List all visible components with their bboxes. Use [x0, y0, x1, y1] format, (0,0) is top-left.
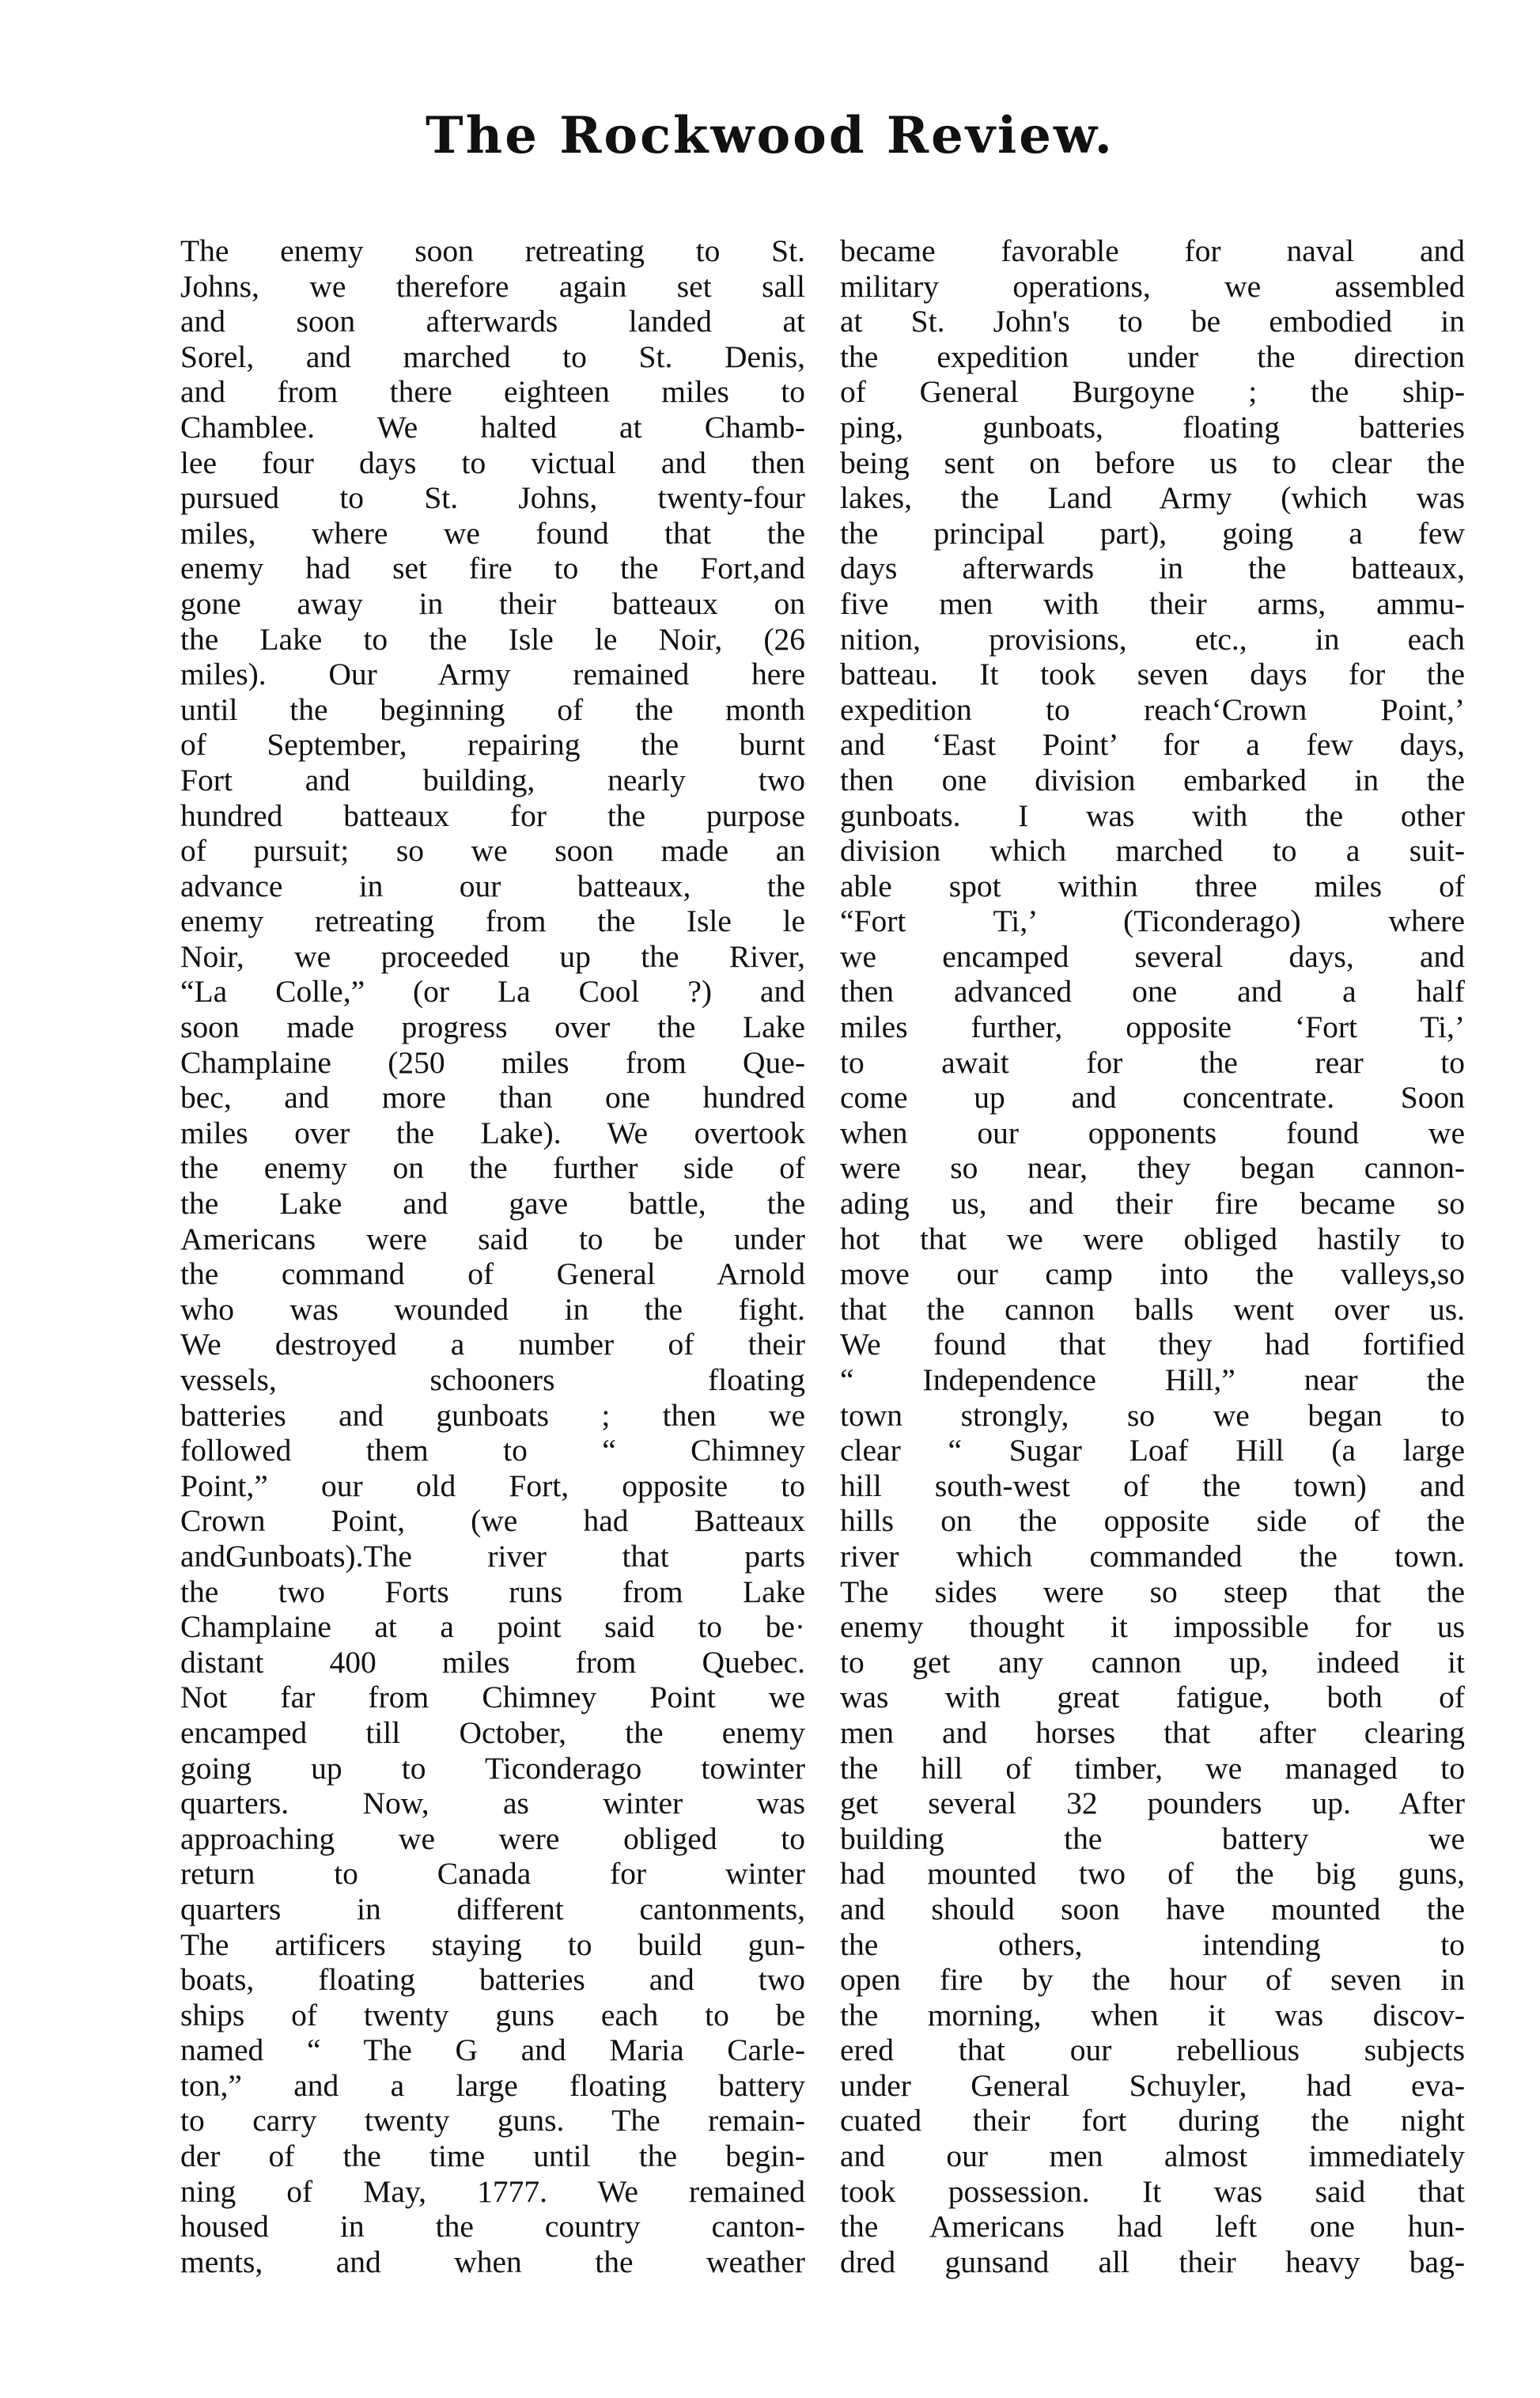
text-line: get several 32 pounders up. After: [840, 1786, 1465, 1821]
text-line: river which commanded the town.: [840, 1538, 1465, 1574]
text-line: Noir, we proceeded up the River,: [180, 938, 805, 974]
text-line: and our men almost immediately: [840, 2139, 1465, 2174]
text-line: “ Independence Hill,” near the: [840, 1362, 1465, 1397]
text-line: quarters. Now, as winter was: [180, 1786, 805, 1821]
text-line: then advanced one and a half: [840, 974, 1465, 1010]
text-line: the enemy on the further side of: [180, 1150, 805, 1186]
text-line: when our opponents found we: [840, 1115, 1465, 1150]
text-line: the hill of timber, we managed to: [840, 1750, 1465, 1786]
text-line: Crown Point, (we had Batteaux: [180, 1503, 805, 1539]
text-line: building the battery we: [840, 1820, 1465, 1856]
text-line: We found that they had fortified: [840, 1327, 1465, 1362]
text-line: to carry twenty guns. The remain-: [180, 2103, 805, 2139]
text-line: quarters in different cantonments,: [180, 1891, 805, 1926]
text-line: Champlaine at a point said to be·: [180, 1609, 805, 1645]
text-line: miles, where we found that the: [180, 515, 805, 551]
text-line: to await for the rear to: [840, 1044, 1465, 1080]
text-line: the two Forts runs from Lake: [180, 1574, 805, 1609]
left-text-column: [180, 233, 805, 2279]
text-line: to get any cannon up, indeed it: [840, 1644, 1465, 1680]
right-text-column: [840, 233, 1465, 2279]
text-line: Johns, we therefore again set sall: [180, 268, 805, 304]
text-line: move our camp into the valleys,so: [840, 1256, 1465, 1292]
text-line: ments, and when the weather: [180, 2244, 805, 2279]
text-line: lakes, the Land Army (which was: [840, 480, 1465, 516]
text-line: and ‘East Point’ for a few days,: [840, 727, 1465, 763]
text-line: der of the time until the begin-: [180, 2139, 805, 2174]
text-line: batteries and gunboats ; then we: [180, 1397, 805, 1433]
text-line: ships of twenty guns each to be: [180, 1997, 805, 2032]
text-line: Americans were said to be under: [180, 1221, 805, 1256]
text-line: ered that our rebellious subjects: [840, 2032, 1465, 2068]
text-line: hills on the opposite side of the: [840, 1503, 1465, 1539]
text-line: approaching we were obliged to: [180, 1820, 805, 1856]
text-line: able spot within three miles of: [840, 868, 1465, 904]
text-line: and from there eighteen miles to: [180, 374, 805, 410]
text-line: the Americans had left one hun-: [840, 2209, 1465, 2245]
text-line: advance in our batteaux, the: [180, 868, 805, 904]
text-line: the others, intending to: [840, 1926, 1465, 1962]
text-line: vessels, schooners floating: [180, 1362, 805, 1397]
text-line: enemy had set fire to the Fort,and: [180, 551, 805, 586]
text-line: who was wounded in the fight.: [180, 1291, 805, 1327]
text-line: that the cannon balls went over us.: [840, 1291, 1465, 1327]
text-line: the Lake and gave battle, the: [180, 1186, 805, 1222]
text-line: The sides were so steep that the: [840, 1574, 1465, 1609]
text-line: under General Schuyler, had eva-: [840, 2067, 1465, 2103]
text-line: miles). Our Army remained here: [180, 657, 805, 692]
text-line: days afterwards in the batteaux,: [840, 551, 1465, 586]
text-line: nition, provisions, etc., in each: [840, 621, 1465, 657]
text-line: then one division embarked in the: [840, 762, 1465, 797]
text-line: hundred batteaux for the purpose: [180, 797, 805, 833]
text-line: open fire by the hour of seven in: [840, 1962, 1465, 1998]
text-line: return to Canada for winter: [180, 1856, 805, 1892]
text-line: was with great fatigue, both of: [840, 1680, 1465, 1715]
text-line: Chamblee. We halted at Chamb-: [180, 409, 805, 445]
text-line: the morning, when it was discov-: [840, 1997, 1465, 2032]
text-line: division which marched to a suit-: [840, 833, 1465, 869]
masthead-title: The Rockwood Review.: [426, 106, 1114, 165]
text-line: soon made progress over the Lake: [180, 1010, 805, 1045]
text-line: Not far from Chimney Point we: [180, 1680, 805, 1715]
text-line: enemy retreating from the Isle le: [180, 904, 805, 939]
text-line: We destroyed a number of their: [180, 1327, 805, 1362]
text-line: Champlaine (250 miles from Que-: [180, 1044, 805, 1080]
text-line: and should soon have mounted the: [840, 1891, 1465, 1926]
text-line: andGunboats).The river that parts: [180, 1538, 805, 1574]
text-line: clear “ Sugar Loaf Hill (a large: [840, 1433, 1465, 1468]
text-line: we encamped several days, and: [840, 938, 1465, 974]
text-line: “La Colle,” (or La Cool ?) and: [180, 974, 805, 1010]
text-line: gone away in their batteaux on: [180, 585, 805, 621]
text-line: ading us, and their fire became so: [840, 1186, 1465, 1222]
text-line: took possession. It was said that: [840, 2173, 1465, 2209]
text-line: ning of May, 1777. We remained: [180, 2173, 805, 2209]
text-line: of September, repairing the burnt: [180, 727, 805, 763]
text-line: miles further, opposite ‘Fort Ti,’: [840, 1010, 1465, 1045]
text-line: Fort and building, nearly two: [180, 762, 805, 797]
text-line: of General Burgoyne ; the ship-: [840, 374, 1465, 410]
text-line: were so near, they began cannon-: [840, 1150, 1465, 1186]
text-line: pursued to St. Johns, twenty-four: [180, 480, 805, 516]
text-line: come up and concentrate. Soon: [840, 1080, 1465, 1116]
text-line: going up to Ticonderago towinter: [180, 1750, 805, 1786]
text-line: bec, and more than one hundred: [180, 1080, 805, 1116]
text-line: The enemy soon retreating to St.: [180, 233, 805, 268]
text-line: batteau. It took seven days for the: [840, 657, 1465, 692]
text-line: distant 400 miles from Quebec.: [180, 1644, 805, 1680]
text-line: named “ The G and Maria Carle-: [180, 2032, 805, 2068]
text-line: military operations, we assembled: [840, 268, 1465, 304]
text-line: the principal part), going a few: [840, 515, 1465, 551]
text-line: the expedition under the direction: [840, 339, 1465, 374]
text-line: miles over the Lake). We overtook: [180, 1115, 805, 1150]
text-line: the Lake to the Isle le Noir, (26: [180, 621, 805, 657]
text-line: five men with their arms, ammu-: [840, 585, 1465, 621]
text-line: gunboats. I was with the other: [840, 797, 1465, 833]
text-line: ton,” and a large floating battery: [180, 2067, 805, 2103]
text-line: ping, gunboats, floating batteries: [840, 409, 1465, 445]
text-line: boats, floating batteries and two: [180, 1962, 805, 1998]
text-line: and soon afterwards landed at: [180, 304, 805, 339]
text-line: Point,” our old Fort, opposite to: [180, 1468, 805, 1503]
text-line: of pursuit; so we soon made an: [180, 833, 805, 869]
text-line: being sent on before us to clear the: [840, 445, 1465, 480]
text-line: lee four days to victual and then: [180, 445, 805, 480]
text-line: became favorable for naval and: [840, 233, 1465, 268]
text-line: The artificers staying to build gun-: [180, 1926, 805, 1962]
text-line: Sorel, and marched to St. Denis,: [180, 339, 805, 374]
text-line: at St. John's to be embodied in: [840, 304, 1465, 339]
text-line: housed in the country canton-: [180, 2209, 805, 2245]
text-line: encamped till October, the enemy: [180, 1714, 805, 1750]
text-line: until the beginning of the month: [180, 691, 805, 727]
text-line: hill south-west of the town) and: [840, 1468, 1465, 1503]
text-line: had mounted two of the big guns,: [840, 1856, 1465, 1892]
text-line: hot that we were obliged hastily to: [840, 1221, 1465, 1256]
text-line: enemy thought it impossible for us: [840, 1609, 1465, 1645]
text-line: town strongly, so we began to: [840, 1397, 1465, 1433]
text-line: men and horses that after clearing: [840, 1714, 1465, 1750]
text-line: “Fort Ti,’ (Ticonderago) where: [840, 904, 1465, 939]
text-line: followed them to “ Chimney: [180, 1433, 805, 1468]
text-line: cuated their fort during the night: [840, 2103, 1465, 2139]
text-line: expedition to reach‘Crown Point,’: [840, 691, 1465, 727]
text-line: dred gunsand all their heavy bag-: [840, 2244, 1465, 2279]
text-line: the command of General Arnold: [180, 1256, 805, 1292]
